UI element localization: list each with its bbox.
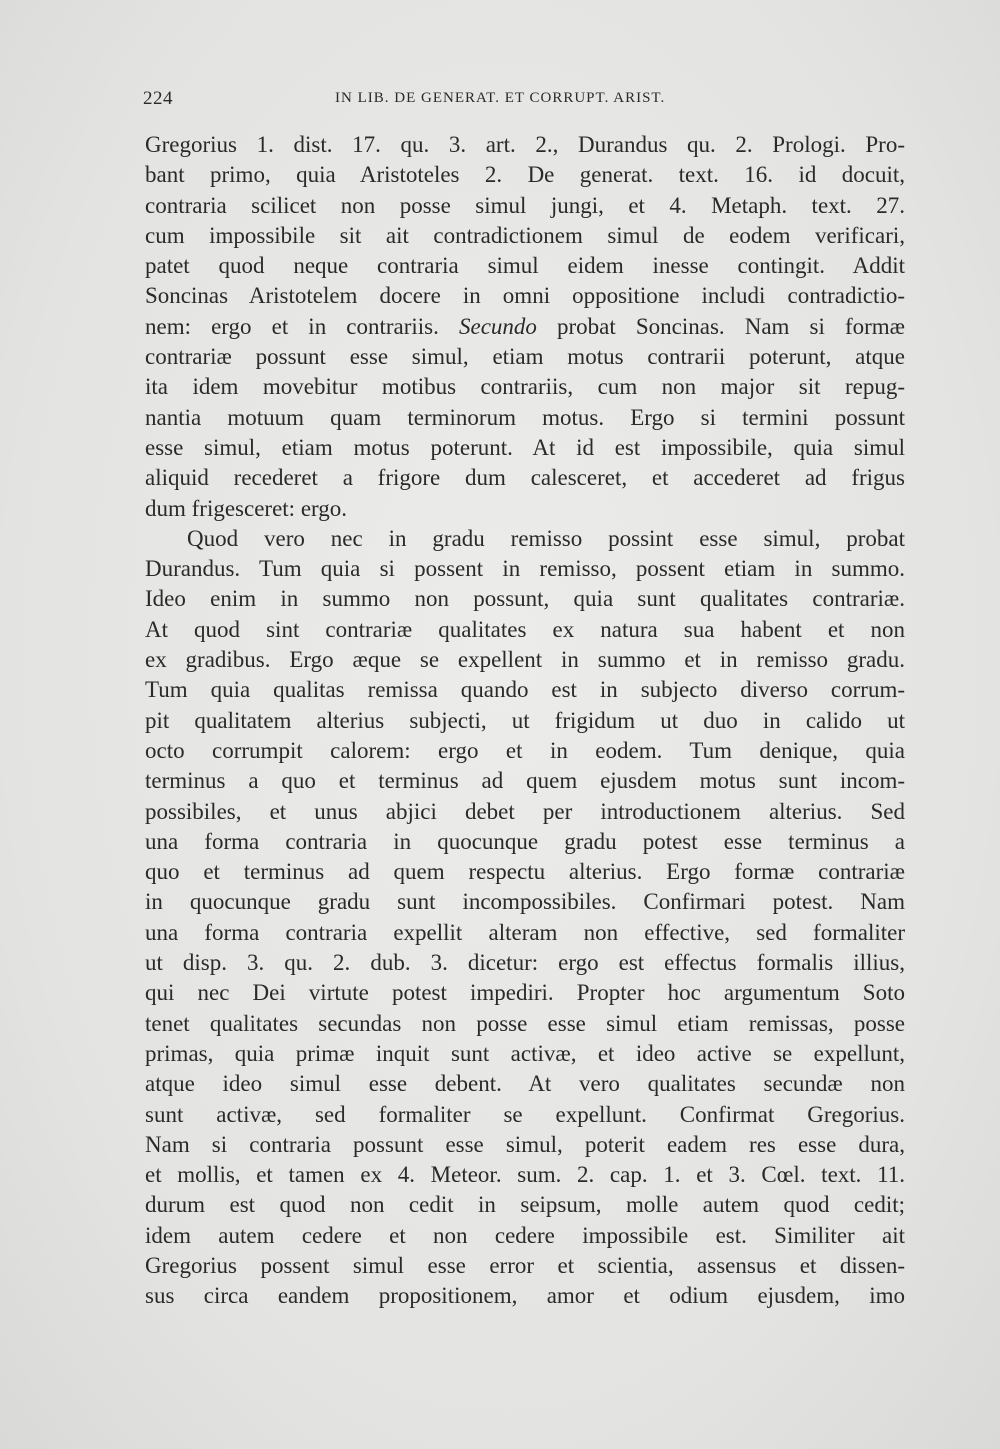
text-line: terminus a quo et terminus ad quem ejusdem motus sunt incom- xyxy=(145,768,905,794)
text-line: dum frigesceret: ergo. xyxy=(145,495,348,521)
text-line: pit qualitatem alterius subjecti, ut frigidum ut duo in calido ut xyxy=(145,707,905,733)
text-line: possibiles, et unus abjici debet per introductionem alterius. Sed xyxy=(145,798,905,824)
text-line: aliquid recederet a frigore dum calesceret, et accederet ad frigus xyxy=(145,465,905,491)
text-line: sunt activæ, sed formaliter se expellunt. Confirmat Gregorius. xyxy=(145,1101,905,1127)
paragraph-start-line: Quod vero nec in gradu remisso possint esse simul, probat xyxy=(187,525,905,551)
text-line: octo corrumpit calorem: ergo et in eodem. Tum denique, quia xyxy=(145,737,905,763)
text-line: Nam si contraria possunt esse simul, poterit eadem res esse dura, xyxy=(145,1131,905,1157)
text-line: sus circa eandem propositionem, amor et odium ejusdem, imo xyxy=(145,1283,905,1309)
text-line: nem: ergo et in contrariis. Secundo probat Soncinas. Nam si formæ xyxy=(145,313,905,339)
page-number: 224 xyxy=(143,88,173,109)
italic-word: Secundo xyxy=(458,313,537,339)
text-line: ut disp. 3. qu. 2. dub. 3. dicetur: ergo est effectus formalis illius, xyxy=(145,950,905,976)
text-line: cum impossibile sit ait contradictionem simul de eodem verificari, xyxy=(145,222,905,248)
text-line: una forma contraria in quocunque gradu potest esse terminus a xyxy=(145,828,905,854)
text-line: primas, quia primæ inquit sunt activæ, et ideo active se expellunt, xyxy=(145,1040,905,1066)
page-header xyxy=(143,88,908,116)
text-line: Gregorius 1. dist. 17. qu. 3. art. 2., Durandus qu. 2. Prologi. Pro- xyxy=(145,132,905,157)
text-line: nantia motuum quam terminorum motus. Ergo si termini possunt xyxy=(145,404,905,430)
text-line: Soncinas Aristotelem docere in omni oppositione includi contradictio- xyxy=(145,283,905,309)
text-line: in quocunque gradu sunt incompossibiles. Confirmari potest. Nam xyxy=(145,889,905,915)
running-title: IN LIB. DE GENERAT. ET CORRUPT. ARIST. xyxy=(335,90,666,106)
text-line: ita idem movebitur motibus contrariis, cum non major sit repug- xyxy=(145,374,905,400)
text-line: At quod sint contrariæ qualitates ex natura sua habent et non xyxy=(145,616,905,642)
text-line: contraria scilicet non posse simul jungi, et 4. Metaph. text. 27. xyxy=(145,192,905,218)
text-line: una forma contraria expellit alteram non effective, sed formaliter xyxy=(145,919,905,945)
text-line: durum est quod non cedit in seipsum, molle autem quod cedit; xyxy=(145,1192,905,1218)
text-line: bant primo, quia Aristoteles 2. De generat. text. 16. id docuit, xyxy=(145,162,905,188)
text-line: quo et terminus ad quem respectu alterius. Ergo formæ contrariæ xyxy=(145,859,905,885)
text-line: patet quod neque contraria simul eidem inesse contingit. Addit xyxy=(145,253,905,279)
text-line: Durandus. Tum quia si possent in remisso, possent etiam in summo. xyxy=(145,556,905,582)
text-line: atque ideo simul esse debent. At vero qualitates secundæ non xyxy=(145,1071,905,1097)
body-text xyxy=(145,130,905,1312)
text-line: Ideo enim in summo non possunt, quia sunt qualitates contrariæ. xyxy=(145,586,905,612)
text-line: tenet qualitates secundas non posse esse simul etiam remissas, posse xyxy=(145,1010,905,1036)
text-line: Gregorius possent simul esse error et scientia, assensus et dissen- xyxy=(145,1252,905,1278)
text-line: contrariæ possunt esse simul, etiam motus contrarii poterunt, atque xyxy=(145,344,905,370)
text-line: et mollis, et tamen ex 4. Meteor. sum. 2. cap. 1. et 3. Cœl. text. 11. xyxy=(145,1162,905,1188)
text-line: qui nec Dei virtute potest impediri. Propter hoc argumentum Soto xyxy=(145,980,905,1006)
text-line: idem autem cedere et non cedere impossibile est. Similiter ait xyxy=(145,1222,905,1248)
text-line: ex gradibus. Ergo æque se expellent in summo et in remisso gradu. xyxy=(145,647,905,673)
text-line: esse simul, etiam motus poterunt. At id est impossibile, quia simul xyxy=(145,434,905,460)
text-line: Tum quia qualitas remissa quando est in subjecto diverso corrum- xyxy=(145,677,905,703)
